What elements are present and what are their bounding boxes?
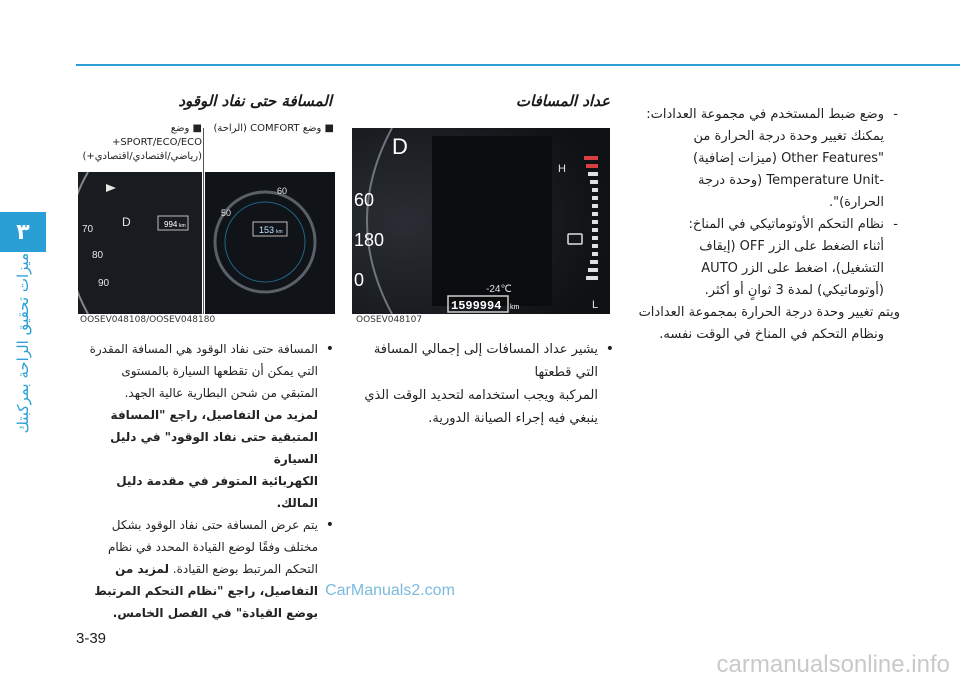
odometer-image-caption: OOSEV048107 (356, 315, 423, 325)
svg-text:L: L (592, 299, 599, 311)
page-number: 3-39 (76, 630, 107, 647)
distance-to-empty-title: المسافة حتى نفاد الوقود (178, 92, 332, 110)
odometer-value: 1599994 (451, 299, 502, 313)
range-value-comfort: 153 (259, 225, 275, 235)
right-column: - وضع ضبط المستخدم في مجموعة العدادات: يمكنك تغيير وحدة درجة الحرارة من "Other Features (ميزات إضافية) -Temperature Unit (وحدة درجة الحرارة)". - نظام التحكم الأوتوماتيكي في المناخ: أثناء الضغط على الزر OFF (إيقاف التشغيل)، اضغط على الزر AUTO (أوتوماتيكي) لمدة 3 ثوانٍ أو أكثر. ويتم تغيير وحدة درجة الحرارة بمجموعة العدادات ونظام التحكم في المناخ في الوقت نفسه. (626, 104, 900, 346)
svg-text:180: 180 (354, 230, 385, 250)
odometer-description: • يشير عداد المسافات إلى إجمالي المسافة التي قطعتها المركبة ويجب استخدامه لتحديد الوقت الذي ينبغي فيه إجراء الصيانة الدورية. (352, 338, 614, 430)
header-rule (76, 64, 960, 66)
user-settings-item: - وضع ضبط المستخدم في مجموعة العدادات: (626, 104, 900, 126)
svg-text:km: km (179, 223, 186, 229)
svg-text:50: 50 (221, 208, 232, 218)
chapter-side-label: ميزات تحقيق الراحة بمركبتك (14, 252, 32, 434)
svg-text:km: km (276, 229, 283, 235)
distance-description: • المسافة حتى نفاد الوقود هي المسافة المقدرة التي يمكن أن تقطعها السيارة بالمستوى المتبقي من شحن البطارية عالية الجهد. لمزيد من التفاصيل، راجع "المسافة المتبقية حتى نفاد الوقود" في دليل السيارة الكهربائية المتوفر في مقدمة دليل المالك. • يتم عرض المسافة حتى نفاد الوقود بشكل مختلف وفقًا لوضع القيادة المحدد في نظام التحكم المرتبط بوضع القيادة. لمزيد من التفاصيل، راجع "نظام التحكم المرتبط بوضع القيادة" في الفصل الخامس. (84, 338, 334, 624)
odometer-cluster-graphic (352, 128, 610, 314)
odometer-image (352, 128, 610, 314)
svg-text:0: 0 (354, 270, 365, 290)
svg-text:H: H (558, 163, 566, 175)
svg-text:90: 90 (98, 278, 110, 289)
comfort-mode-label: ■ وضع COMFORT (الراحة) (213, 123, 334, 134)
comfort-mode-image (205, 172, 335, 314)
sport-mode-image (78, 172, 202, 314)
svg-text:km: km (510, 304, 520, 311)
svg-text:70: 70 (82, 224, 94, 235)
svg-text:80: 80 (92, 250, 104, 261)
climate-control-item: - نظام التحكم الأوتوماتيكي في المناخ: (626, 214, 900, 236)
gear-indicator: D (392, 134, 408, 159)
range-value-sport: 994 (164, 220, 178, 229)
image-divider (203, 128, 204, 314)
sport-mode-label: ■ وضع SPORT/ECO/ECO+ (رياضي/اقتصادي/اقتصادي+) (82, 123, 202, 162)
svg-text:D: D (122, 215, 131, 229)
distance-image-caption: OOSEV048108/OOSEV048180 (80, 315, 216, 325)
odometer-title: عداد المسافات (515, 92, 610, 110)
site-watermark: carmanualsonline.info (716, 651, 950, 678)
svg-text:60: 60 (354, 190, 375, 210)
carmanuals-logo: CarManuals2.com (325, 582, 455, 599)
outside-temp: -24℃ (486, 284, 512, 295)
svg-text:60: 60 (277, 186, 288, 196)
chapter-tab: ٣ (0, 212, 46, 252)
